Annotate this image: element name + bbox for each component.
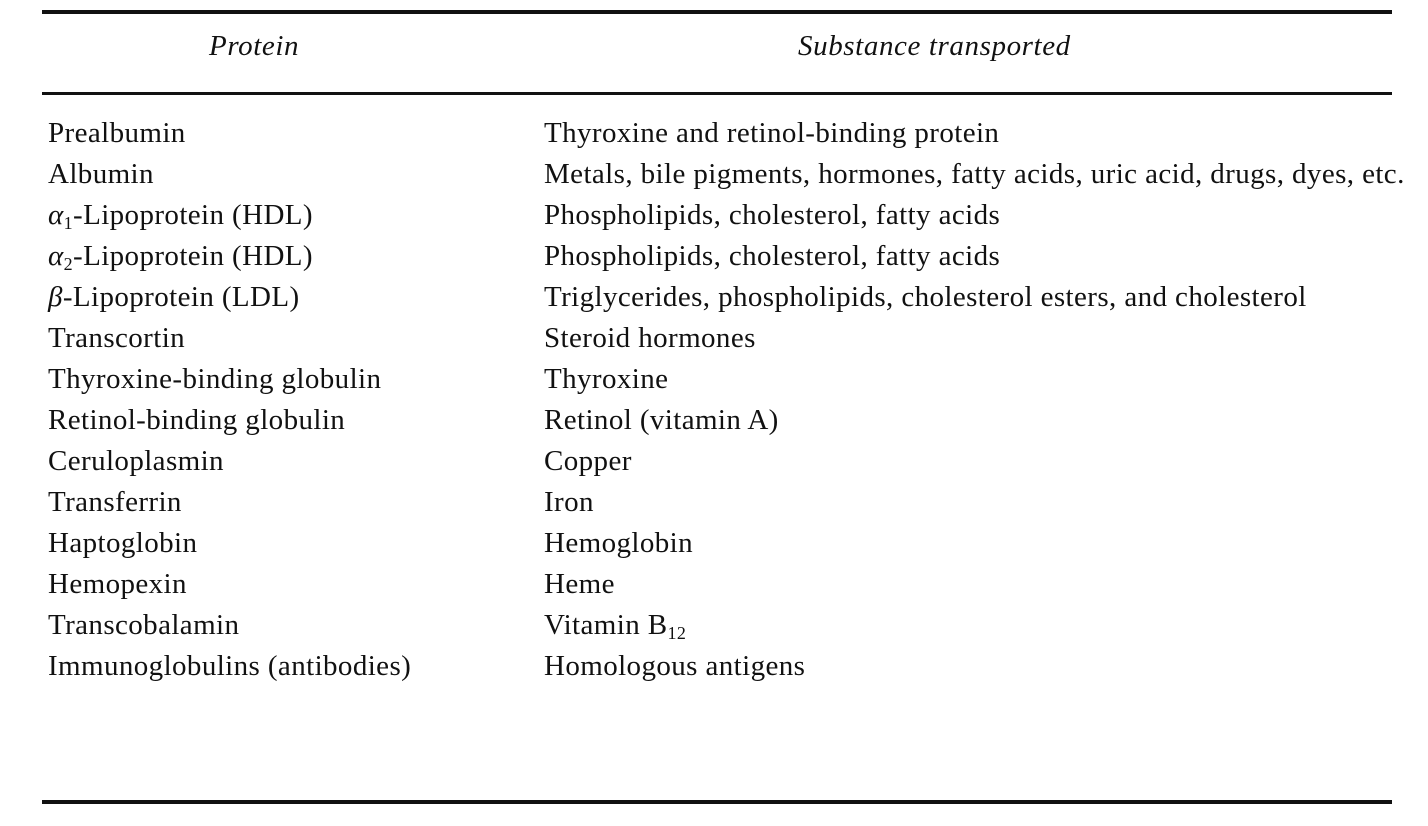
protein-cell: Retinol-binding globulin bbox=[48, 404, 346, 436]
protein-cell bbox=[48, 236, 313, 277]
substance-cell: Thyroxine and retinol-binding protein bbox=[544, 117, 1000, 149]
table-row bbox=[0, 236, 1428, 277]
protein-cell bbox=[48, 195, 313, 236]
table-bottom-rule bbox=[42, 800, 1392, 804]
protein-cell: Transferrin bbox=[48, 486, 182, 518]
substance-cell: Copper bbox=[544, 445, 632, 477]
substance-cell: Retinol (vitamin A) bbox=[544, 404, 779, 436]
table-row bbox=[0, 154, 1428, 195]
protein-cell: Ceruloplasmin bbox=[48, 445, 224, 477]
substance-cell bbox=[544, 605, 1421, 646]
table-row bbox=[0, 318, 1428, 359]
substance-cell: Steroid hormones bbox=[544, 322, 756, 354]
greek-letter: α bbox=[48, 240, 64, 272]
substance-cell: Thyroxine bbox=[544, 363, 669, 395]
table-row bbox=[0, 195, 1428, 236]
table-top-rule bbox=[42, 10, 1392, 14]
table-row bbox=[0, 523, 1428, 564]
substance-cell: Phospholipids, cholesterol, fatty acids bbox=[544, 199, 1001, 231]
substance-cell: Iron bbox=[544, 486, 594, 518]
table-row bbox=[0, 564, 1428, 605]
table-header-rule bbox=[42, 92, 1392, 95]
protein-cell: Haptoglobin bbox=[48, 527, 198, 559]
protein-cell: Albumin bbox=[48, 158, 154, 190]
table-row bbox=[0, 646, 1428, 687]
table-row bbox=[0, 113, 1428, 154]
table-row bbox=[0, 482, 1428, 523]
substance-cell: Heme bbox=[544, 568, 615, 600]
subscript: 1 bbox=[63, 213, 74, 233]
protein-cell: Transcobalamin bbox=[48, 609, 240, 641]
substance-cell: Hemoglobin bbox=[544, 527, 693, 559]
table-row bbox=[0, 277, 1428, 318]
substance-cell: Phospholipids, cholesterol, fatty acids bbox=[544, 240, 1001, 272]
protein-cell: Thyroxine-binding globulin bbox=[48, 363, 382, 395]
protein-cell: Hemopexin bbox=[48, 568, 187, 600]
table-row bbox=[0, 441, 1428, 482]
protein-cell bbox=[48, 277, 300, 318]
table-row bbox=[0, 605, 1428, 646]
substance-cell: Metals, bile pigments, hormones, fatty acids, uric acid, drugs, dyes, etc. bbox=[544, 158, 1405, 190]
protein-cell: Immunoglobulins (antibodies) bbox=[48, 650, 412, 682]
greek-letter: β bbox=[48, 281, 63, 313]
substance-cell: Homologous antigens bbox=[544, 650, 806, 682]
table-row bbox=[0, 400, 1428, 441]
greek-letter: α bbox=[48, 199, 64, 231]
subscript: 12 bbox=[667, 623, 687, 643]
subscript: 2 bbox=[63, 254, 74, 274]
substance-cell: Triglycerides, phospholipids, cholesterol esters, and cholesterol bbox=[544, 281, 1307, 313]
protein-cell: Prealbumin bbox=[48, 117, 186, 149]
table-row bbox=[0, 359, 1428, 400]
protein-name: -Lipoprotein (HDL) bbox=[73, 240, 313, 272]
column-header-protein: Protein bbox=[209, 30, 300, 62]
column-header-substance: Substance transported bbox=[798, 30, 1071, 62]
substance-text: Vitamin B bbox=[544, 609, 668, 641]
protein-name: -Lipoprotein (LDL) bbox=[62, 281, 300, 313]
protein-cell: Transcortin bbox=[48, 322, 186, 354]
table-body bbox=[0, 113, 1428, 687]
protein-name: -Lipoprotein (HDL) bbox=[73, 199, 313, 231]
